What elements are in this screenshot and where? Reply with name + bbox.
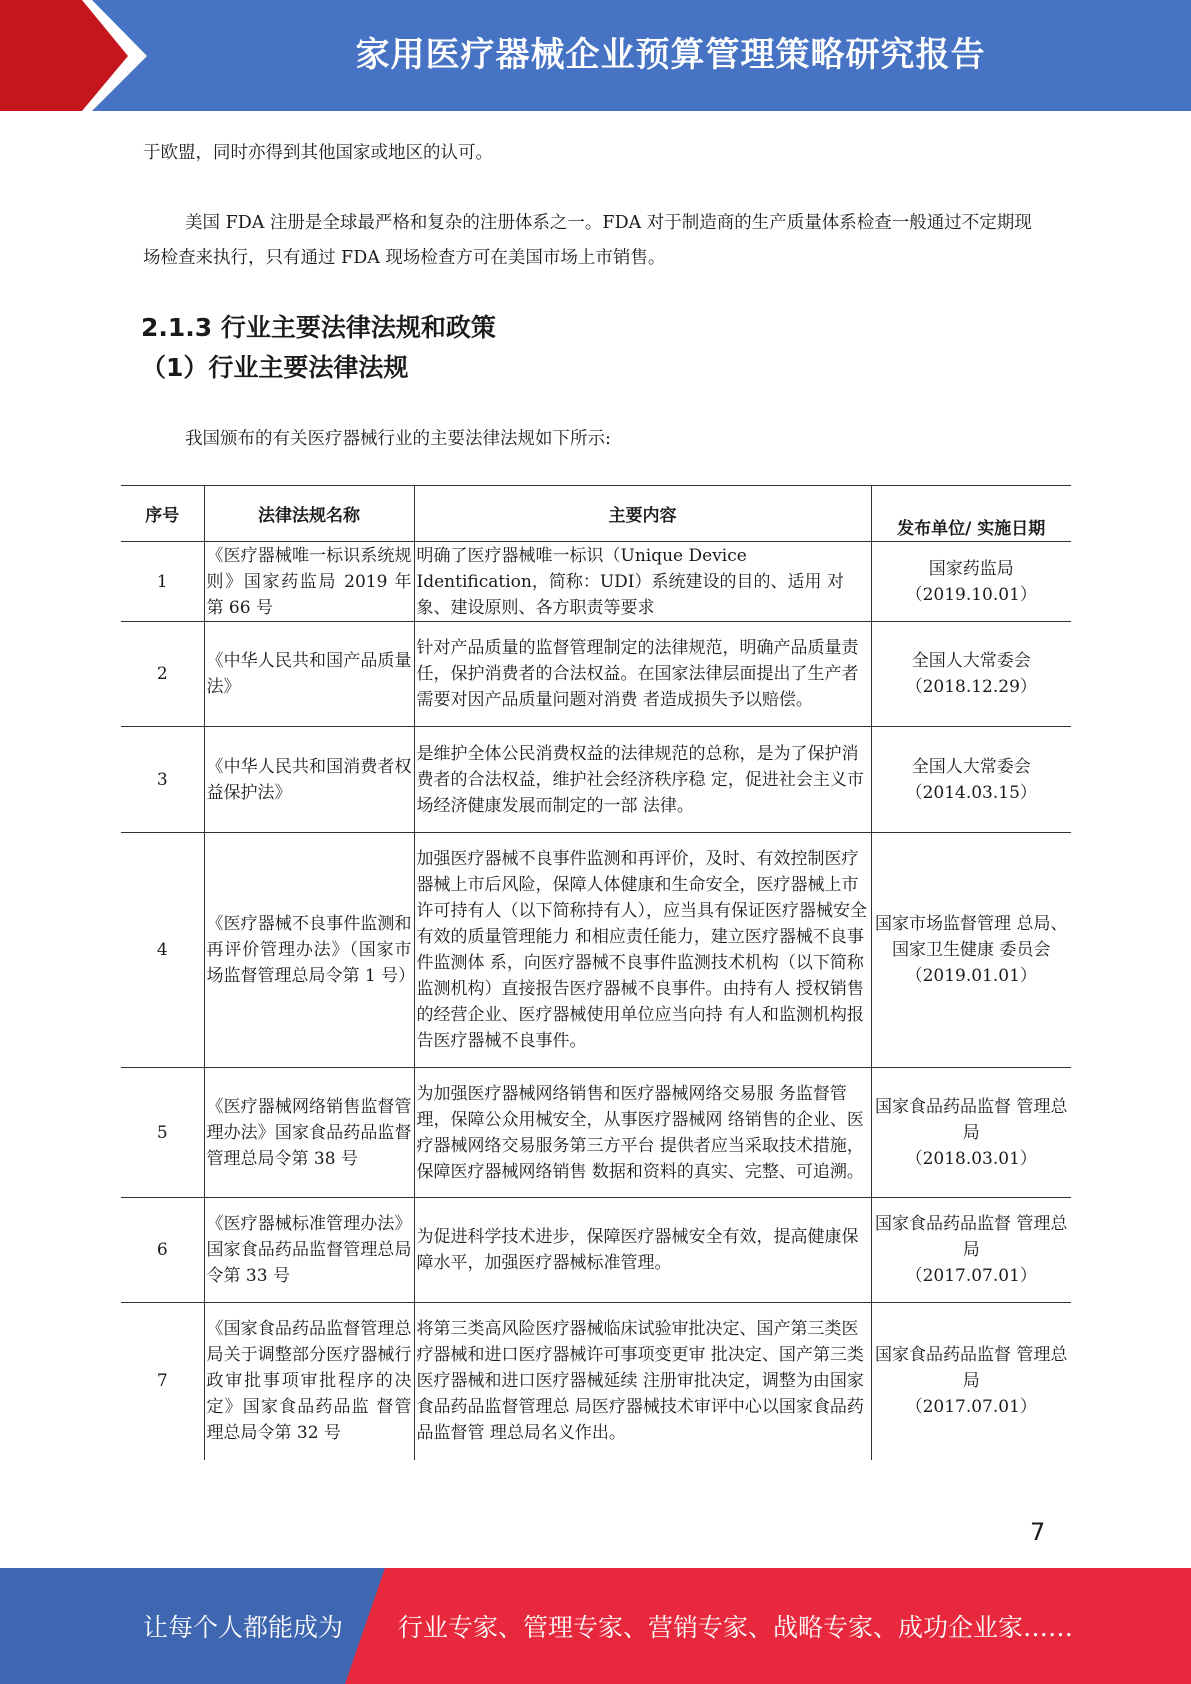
paragraph-continuation: 于欧盟，同时亦得到其他国家或地区的认可。 [143, 143, 493, 163]
cell-content: 是维护全体公民消费权益的法律规范的总称，是为了保护消费者的合法权益，维护社会经济秩序稳 定，促进社会主义市场经济健康发展而制定的一部 法律。 [414, 727, 871, 833]
cell-issuer [871, 1068, 1071, 1198]
issue-date: （2018.12.29） [905, 677, 1037, 697]
issue-date: （2019.10.01） [905, 584, 1037, 605]
issuer-name: 国家药监局 [928, 558, 1014, 579]
cell-content: 将第三类高风险医疗器械临床试验审批决定、国产第三类医疗器械和进口医疗器械许可事项变更审 批决定、国产第三类医疗器械和进口医疗器械延续 注册审批决定，调整为由国家食品药品监督管理总 局医疗器械技术审评中心以国家食品药品监督管 理总局名义作出。 [414, 1303, 871, 1460]
issuer-name: 国家食品药品监督 管理总局 [875, 1096, 1068, 1143]
subsection-heading: （1）行业主要法律法规 [141, 353, 409, 382]
paragraph-fda: 美国 FDA 注册是全球最严格和复杂的注册体系之一。FDA 对于制造商的生产质量体系检查一般通过不定期现场检查来执行，只有通过 FDA 现场检查方可在美国市场上市销售。 [143, 213, 1032, 268]
cell-name: 《医疗器械标准管理办法》国家食品药品监督管理总局令第 33 号 [204, 1198, 414, 1303]
page-footer [0, 1568, 1191, 1684]
cell-no: 5 [121, 1068, 204, 1198]
table-row [121, 727, 1071, 833]
cell-content: 明确了医疗器械唯一标识（Unique Device Identification，简称：UDI）系统建设的目的、适用 对象、建设原则、各方职责等要求 [414, 542, 871, 622]
page-number: 7 [1030, 1518, 1046, 1546]
cell-issuer [871, 1303, 1071, 1460]
cell-name: 《医疗器械网络销售监督管理办法》国家食品药品监督管理总局令第 38 号 [204, 1068, 414, 1198]
cell-issuer [871, 833, 1071, 1068]
table-row [121, 1198, 1071, 1303]
table-header-row [121, 486, 1071, 542]
cell-issuer [871, 727, 1071, 833]
table-row [121, 833, 1071, 1068]
cell-no: 1 [121, 542, 204, 622]
issuer-name: 国家市场监督管理 总局、国家卫生健康 委员会 [875, 914, 1068, 960]
cell-name: 《医疗器械唯一标识系统规则》国家药监局 2019 年第 66 号 [204, 542, 414, 622]
cell-name: 《国家食品药品监督管理总局关于调整部分医疗器械行政审批事项审批程序的决 定》国家食品药品监 督管理总局令第 32 号 [204, 1303, 414, 1460]
cell-content: 为促进科学技术进步，保障医疗器械安全有效，提高健康保障水平，加强医疗器械标准管理。 [414, 1198, 871, 1303]
issue-date: （2014.03.15） [905, 782, 1037, 803]
page-header [0, 0, 1191, 111]
header-issuer: 发布单位/ 实施日期 [871, 486, 1071, 542]
table-intro: 我国颁布的有关医疗器械行业的主要法律法规如下所示: [185, 429, 611, 449]
cell-no: 6 [121, 1198, 204, 1303]
header-name: 法律法规名称 [204, 486, 414, 542]
footer-slogan-right: 行业专家、管理专家、营销专家、战略专家、成功企业家…… [398, 1613, 1074, 1642]
document-title: 家用医疗器械企业预算管理策略研究报告 [355, 35, 986, 75]
header-content: 主要内容 [414, 486, 871, 542]
section-heading: 2.1.3 行业主要法律法规和政策 [141, 313, 496, 342]
issuer-name: 全国人大常委会 [911, 651, 1031, 671]
cell-name: 《中华人民共和国产品质量法》 [204, 622, 414, 727]
cell-content: 加强医疗器械不良事件监测和再评价，及时、有效控制医疗器械上市后风险，保障人体健康和生命安全，医疗器械上市许可持有人（以下简称持有人），应当具有保证医疗器械安全有效的质量管理能力 和相应责任能力，建立医疗器械不良事件监测体 系，向医疗器械不良事件监测技术机构（以下简称 监测机构）直接报告医疗器械不良事件。由持有人 授权销售的经营企业、医疗器械使用单位应当向持 有人和监测机构报告医疗器械不良事件。 [414, 833, 871, 1068]
table-row [121, 622, 1071, 727]
cell-no: 7 [121, 1303, 204, 1460]
issue-date: （2017.07.01） [905, 1397, 1037, 1418]
issue-date: （2017.07.01） [905, 1266, 1037, 1286]
footer-slogan-left: 让每个人都能成为 [143, 1613, 344, 1642]
cell-no: 3 [121, 727, 204, 833]
issuer-name: 全国人大常委会 [911, 756, 1031, 777]
laws-table [121, 485, 1071, 1460]
issue-date: （2018.03.01） [905, 1148, 1037, 1169]
table-row [121, 542, 1071, 622]
cell-issuer [871, 542, 1071, 622]
table-row [121, 1303, 1071, 1460]
cell-issuer [871, 1198, 1071, 1303]
issuer-name: 国家食品药品监督 管理总局 [875, 1345, 1068, 1392]
issue-date: （2019.01.01） [905, 966, 1037, 986]
issuer-name: 国家食品药品监督 管理总局 [875, 1214, 1068, 1260]
header-no: 序号 [121, 486, 204, 542]
cell-content: 针对产品质量的监督管理制定的法律规范，明确产品质量责任，保护消费者的合法权益。在国家法律层面提出了生产者需要对因产品质量问题对消费 者造成损失予以赔偿。 [414, 622, 871, 727]
cell-name: 《医疗器械不良事件监测和再评价管理办法》（国家市场监督管理总局令第 1 号） [204, 833, 414, 1068]
table-row [121, 1068, 1071, 1198]
cell-no: 4 [121, 833, 204, 1068]
cell-no: 2 [121, 622, 204, 727]
cell-name: 《中华人民共和国消费者权益保护法》 [204, 727, 414, 833]
cell-issuer [871, 622, 1071, 727]
header-arrow-decoration [0, 0, 160, 111]
cell-content: 为加强医疗器械网络销售和医疗器械网络交易服 务监督管理，保障公众用械安全，从事医疗器械网 络销售的企业、医疗器械网络交易服务第三方平台 提供者应当采取技术措施，保障医疗器械网络销售 数据和资料的真实、完整、可追溯。 [414, 1068, 871, 1198]
